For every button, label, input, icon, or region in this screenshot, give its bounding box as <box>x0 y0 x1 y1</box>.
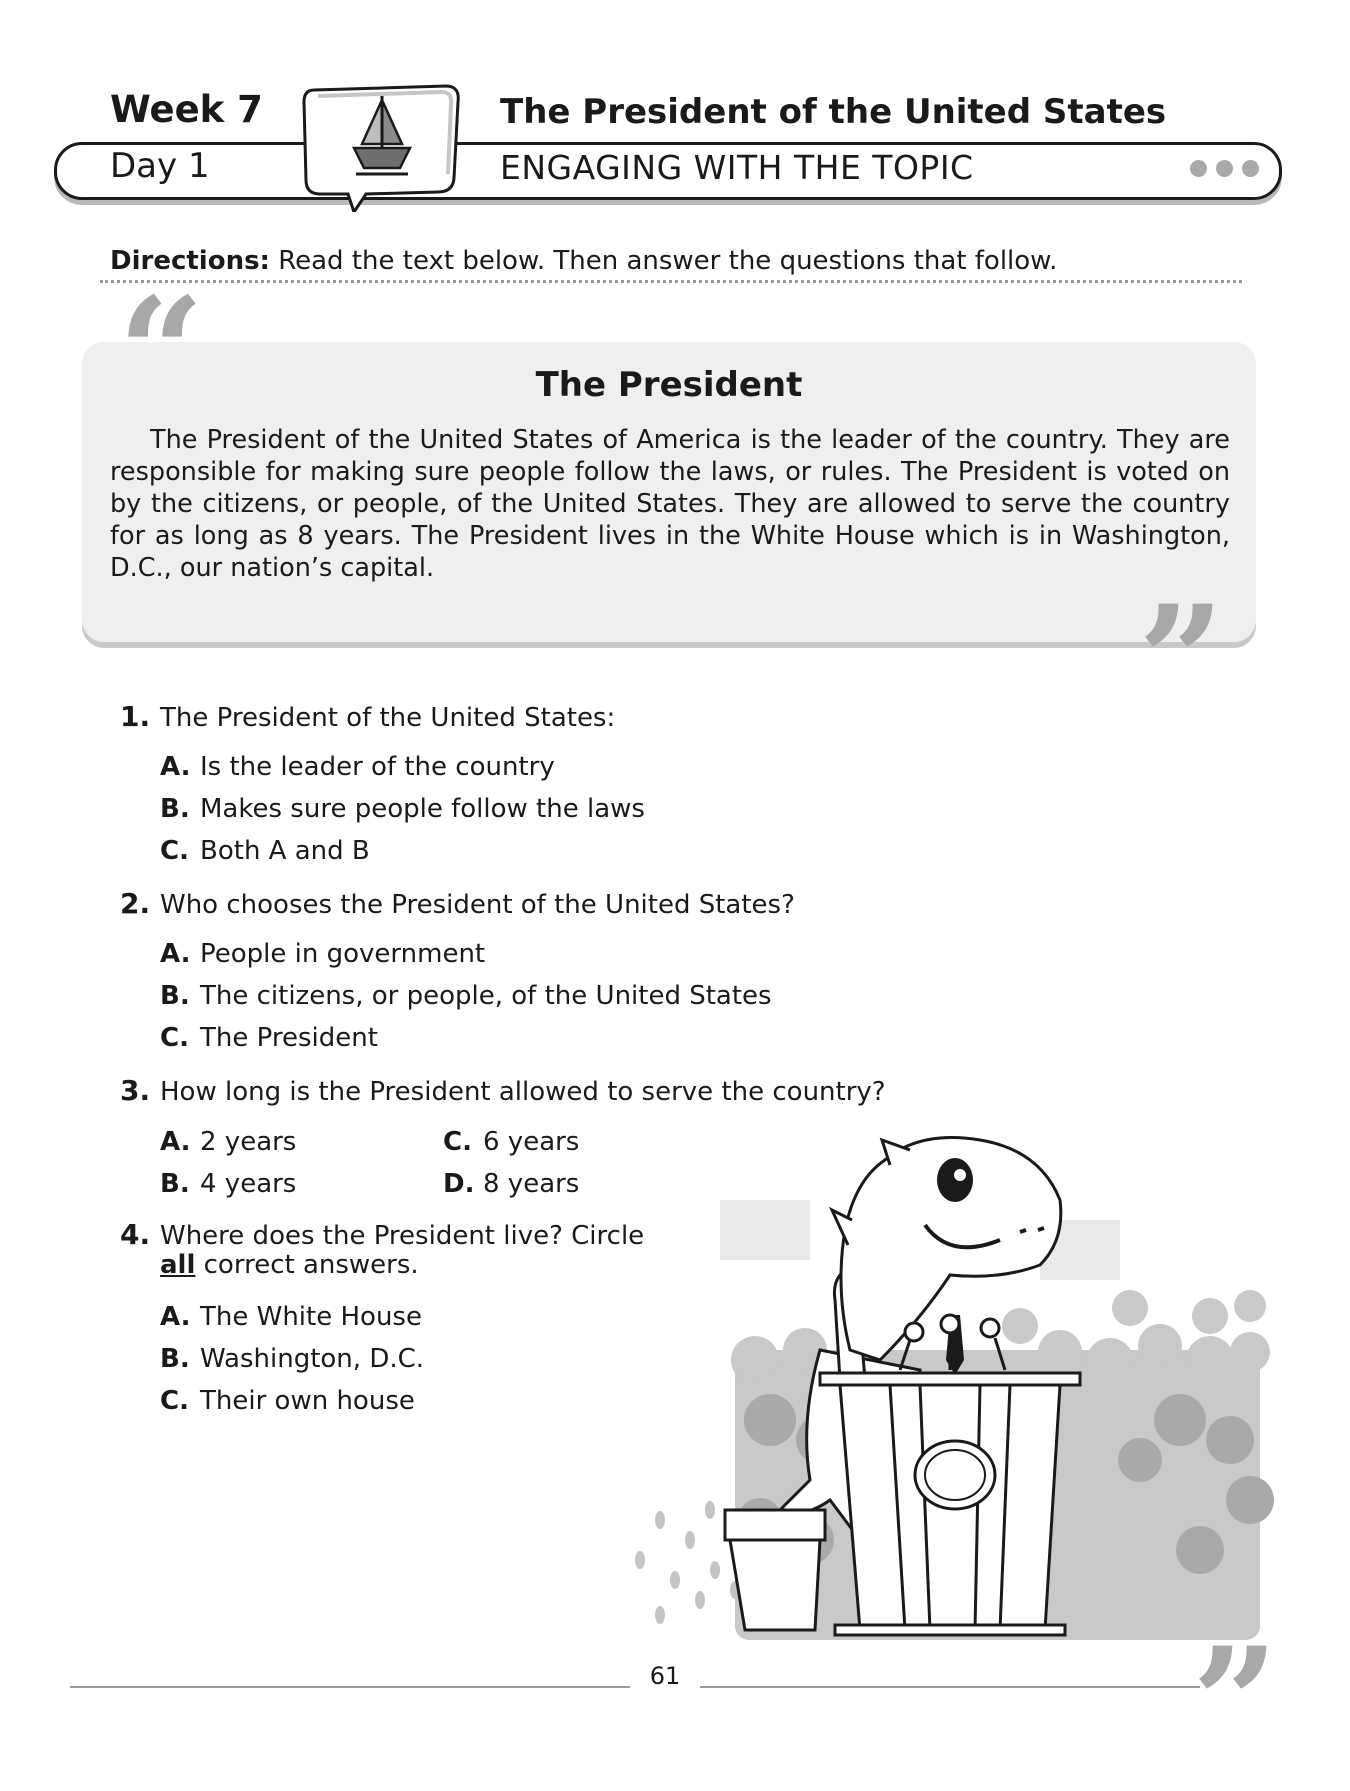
answer-option[interactable]: B. Washington, D.C. <box>160 1344 425 1374</box>
page-number: 61 <box>649 1662 681 1690</box>
answer-option[interactable]: A. 2 years <box>160 1127 297 1157</box>
close-quote-icon: ” <box>1138 573 1225 749</box>
page-title: The President of the United States <box>500 92 1167 132</box>
question-text: The President of the United States: <box>160 703 616 733</box>
question-number: 4. <box>120 1218 151 1251</box>
footer-rule-left <box>70 1686 630 1688</box>
question-1 <box>120 700 615 733</box>
answer-option[interactable]: C. Both A and B <box>160 836 370 866</box>
day-label: Day 1 <box>110 146 210 186</box>
directions-label: Directions: <box>110 246 270 276</box>
question-2 <box>120 887 795 920</box>
passage-text: The President of the United States of America is the leader of the country. They are responsible for making sure people follow the laws, or rules. The President is voted on by the citizens, or people, of the United States. They are allowed to serve the country for as long as 8 years. The President lives in the White House which is in Washington, D.C., our nation’s capital. <box>110 425 1230 583</box>
question-number: 2. <box>120 887 151 920</box>
divider <box>100 280 1242 283</box>
answer-option[interactable]: A. The White House <box>160 1302 422 1332</box>
answer-option[interactable]: A. People in government <box>160 939 486 969</box>
passage-title: The President <box>535 365 803 405</box>
question-number: 1. <box>120 700 151 733</box>
question-text: Who chooses the President of the United States? <box>160 890 795 920</box>
close-quote-icon: ” <box>1192 1615 1279 1791</box>
question-4 <box>120 1218 644 1251</box>
answer-option[interactable]: D. 8 years <box>443 1169 580 1199</box>
answer-option[interactable]: C. The President <box>160 1023 378 1053</box>
question-number: 3. <box>120 1074 151 1107</box>
sailboat-icon <box>296 82 464 212</box>
answer-option[interactable]: B. The citizens, or people, of the United States <box>160 981 772 1011</box>
answer-option[interactable]: C. 6 years <box>443 1127 580 1157</box>
footer-rule-right <box>700 1686 1200 1688</box>
answer-option[interactable]: A. Is the leader of the country <box>160 752 555 782</box>
question-3 <box>120 1074 886 1107</box>
question-text: Where does the President live? Circle <box>160 1221 645 1251</box>
week-label: Week 7 <box>110 88 263 131</box>
answer-option[interactable]: B. Makes sure people follow the laws <box>160 794 645 824</box>
emphasis-all: all <box>160 1250 196 1280</box>
dinosaur-president-illustration <box>620 1120 1280 1640</box>
directions-text: Read the text below. Then answer the questions that follow. <box>269 246 1058 276</box>
question-4-line-2: all correct answers. <box>160 1250 419 1280</box>
open-quote-icon: “ <box>118 265 205 441</box>
answer-option[interactable]: C. Their own house <box>160 1386 415 1416</box>
question-text: How long is the President allowed to serve the country? <box>160 1077 886 1107</box>
dots-decoration <box>1190 160 1259 177</box>
directions <box>110 246 1057 276</box>
answer-option[interactable]: B. 4 years <box>160 1169 297 1199</box>
section-subtitle: ENGAGING WITH THE TOPIC <box>500 148 974 187</box>
